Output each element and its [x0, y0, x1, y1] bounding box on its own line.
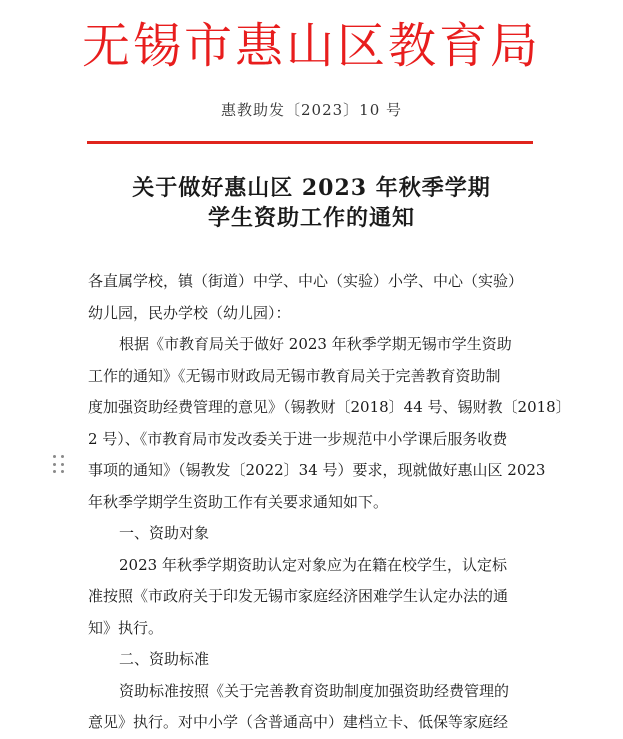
red-divider-line: [87, 141, 533, 144]
issuing-authority-title: 无锡市惠山区教育局: [81, 18, 541, 74]
document-number: 惠教助发〔2023〕10 号: [220, 101, 403, 119]
addressee-line-2: 幼儿园，民办学校（幼儿园）：: [88, 303, 291, 322]
body-text-line: 事项的通知》（锡教发〔2022〕34 号）要求，现就做好惠山区 2023: [88, 461, 546, 479]
body-text-line: 资助标准按照《关于完善教育资助制度加强资助经费管理的: [119, 681, 510, 700]
body-text-line: 意见》执行。对中小学（含普通高中）建档立卡、低保等家庭经: [88, 713, 509, 731]
notice-title-line-2: 学生资助工作的通知: [207, 205, 415, 231]
body-text-line: 根据《市教育局关于做好 2023 年秋季学期无锡市学生资助: [119, 335, 512, 353]
body-text-line: 2023 年秋季学期资助认定对象应为在籍在校学生，认定标: [119, 555, 507, 574]
body-text-line: 年秋季学期学生资助工作有关要求通知如下。: [88, 492, 389, 511]
body-text-line: 2 号）、《市教育局市发改委关于进一步规范中小学课后服务收费: [88, 429, 508, 448]
section-heading-2: 二、资助标准: [119, 650, 210, 668]
notice-title: [0, 173, 623, 233]
body-text-line: 知》执行。: [88, 618, 164, 637]
drag-handle-icon[interactable]: [53, 455, 65, 475]
body-text-line: 工作的通知》《无锡市财政局无锡市教育局关于完善教育资助制: [88, 366, 501, 385]
addressee-line-1: 各直属学校，镇（街道）中学、中心（实验）小学、中心（实验）: [88, 272, 524, 290]
notice-body: [88, 266, 571, 739]
section-heading-1: 一、资助对象: [119, 524, 210, 542]
notice-title-line-1: 关于做好惠山区 2023 年秋季学期: [132, 175, 491, 201]
body-text-line: 度加强资助经费管理的意见》（锡教财〔2018〕44 号、锡财教〔2018〕: [88, 398, 571, 416]
body-text-line: 准按照《市政府关于印发无锡市家庭经济困难学生认定办法的通: [88, 587, 509, 605]
